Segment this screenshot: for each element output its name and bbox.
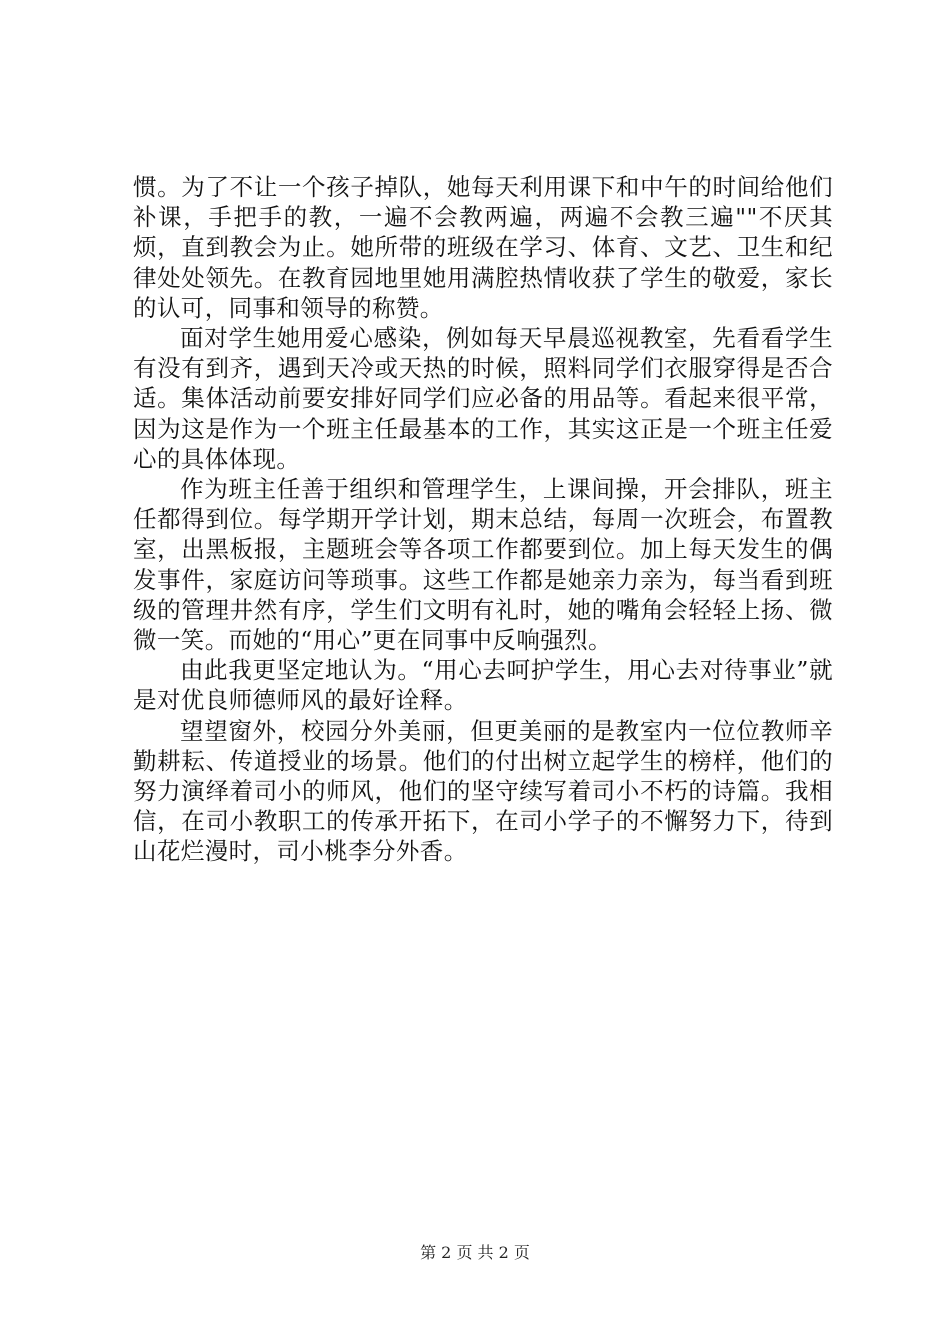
paragraph-2: 面对学生她用爱心感染，例如每天早晨巡视教室，先看看学生有没有到齐，遇到天冷或天热的时候，照料同学们衣服穿得是否合适。集体活动前要安排好同学们应必备的用品等。看起来很平常，因为这是作为一个班主任最基本的工作，其实这正是一个班主任爱心的具体体现。 (133, 324, 833, 473)
body-text (133, 172, 833, 867)
paragraph-4: 由此我更坚定地认为。“用心去呵护学生，用心去对待事业”就是对优良师德师风的最好诠释。 (133, 656, 833, 715)
paragraph-3: 作为班主任善于组织和管理学生，上课间操，开会排队，班主任都得到位。每学期开学计划，期末总结，每周一次班会，布置教室，出黑板报，主题班会等各项工作都要到位。加上每天发生的偶发事件，家庭访问等琐事。这些工作都是她亲力亲为，每当看到班级的管理井然有序，学生们文明有礼时，她的嘴角会轻轻上扬、微微一笑。而她的“用心”更在同事中反响强烈。 (133, 475, 833, 655)
paragraph-1: 惯。为了不让一个孩子掉队，她每天利用课下和中午的时间给他们补课，手把手的教，一遍不会教两遍，两遍不会教三遍""不厌其烦，直到教会为止。她所带的班级在学习、体育、文艺、卫生和纪律处处领先。在教育园地里她用满腔热情收获了学生的敬爱，家长的认可，同事和领导的称赞。 (133, 173, 833, 322)
paragraph-5: 望望窗外，校园分外美丽，但更美丽的是教室内一位位教师辛勤耕耘、传道授业的场景。他们的付出树立起学生的榜样，他们的努力演绎着司小的师风，他们的坚守续写着司小不朽的诗篇。我相信，在司小教职工的传承开拓下，在司小学子的不懈努力下，待到山花烂漫时，司小桃李分外香。 (133, 716, 833, 866)
page-footer: 第 2 页 共 2 页 (420, 1243, 530, 1262)
